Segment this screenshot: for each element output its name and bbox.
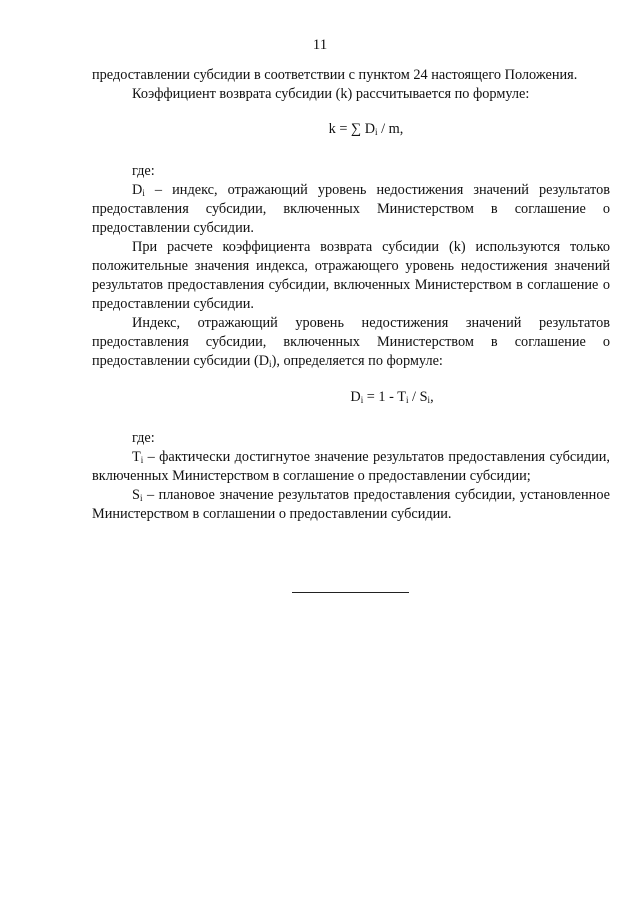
where-label-2: где: [132,430,155,446]
di-subscript: i [142,188,145,198]
formula-k-left: k = ∑ D [328,121,376,137]
page-number: 11 [312,37,328,53]
index-intro-paragraph [92,314,610,371]
formula-d-mid: = 1 - T [363,389,406,405]
di-symbol: D [132,182,143,198]
si-text: – плановое значение результатов предоставления субсидии, установленное Министерством в соглашении о предоставлении субсидии. [92,487,610,522]
formula-k [92,120,610,139]
ti-subscript: i [140,455,144,465]
ti-definition [92,448,610,486]
index-intro-subscript: i [269,359,272,369]
formula-d-d-subscript: i [360,395,364,405]
positive-values-paragraph: При расчете коэффициента возврата субсидии (k) используются только положительные значения индекса, отражающего уровень недостижения значений результатов предоставления субсидии, включенных Министерством в соглашение о предоставлении субсидии. [92,239,610,312]
di-definition [92,181,610,238]
where-label-1: где: [132,163,155,179]
formula-d [92,388,610,407]
formula-d-s-subscript: i [427,395,431,405]
end-of-section-rule [292,592,409,593]
si-subscript: i [139,493,143,503]
coefficient-intro: Коэффициент возврата субсидии (k) рассчитывается по формуле: [132,86,530,102]
formula-d-t-subscript: i [405,395,409,405]
index-intro-text: Индекс, отражающий уровень недостижения значений результатов предоставления субсидии, включенных Министерством в соглашение о предоставлении субсидии (D [92,315,610,369]
formula-k-subscript: i [375,127,378,137]
formula-k-right: / m, [377,121,404,137]
document-body [92,66,610,524]
si-symbol: S [132,487,140,503]
index-intro-tail: ), определяется по формуле: [271,353,443,369]
ti-text: – фактически достигнутое значение результатов предоставления субсидии, включенных Министерством в соглашение о предоставлении субсидии; [92,449,610,484]
formula-d-slash: / S [408,389,428,405]
ti-symbol: T [132,449,141,465]
intro-line: предоставлении субсидии в соответствии с пунктом 24 настоящего Положения. [92,67,578,83]
formula-d-d: D [350,389,361,405]
si-definition [92,486,610,524]
di-text: – индекс, отражающий уровень недостижения значений результатов предоставления субсидии, включенных Министерством в соглашение о предоставлении субсидии. [92,182,610,236]
formula-d-end: , [430,389,434,405]
